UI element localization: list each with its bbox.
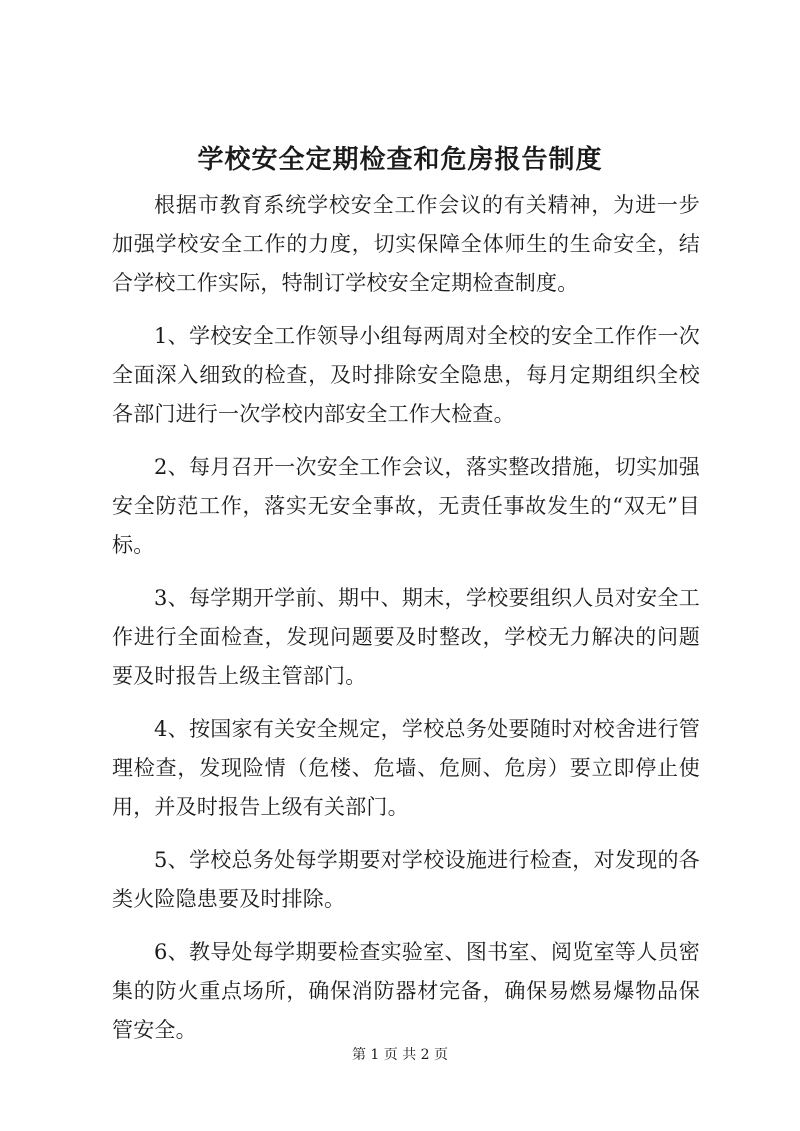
document-title: 学校安全定期检查和危房报告制度 [197,145,603,175]
paragraph-item-4: 4、按国家有关安全规定，学校总务处要随时对校舍进行管理检查，发现险情（危楼、危墙、危厕、危房）要立即停止使用，并及时报告上级有关部门。 [112,717,700,819]
paragraph-item-1: 1、学校安全工作领导小组每两周对全校的安全工作作一次全面深入细致的检查，及时排除安全隐患，每月定期组织全校各部门进行一次学校内部安全工作大检查。 [112,324,700,426]
paragraph-item-5: 5、学校总务处每学期要对学校设施进行检查，对发现的各类火险隐患要及时排除。 [112,848,700,911]
paragraph-item-6: 6、教导处每学期要检查实验室、图书室、阅览室等人员密集的防火重点场所，确保消防器材完备，确保易燃易爆物品保管安全。 [112,940,700,1042]
paragraph-item-2: 2、每月召开一次安全工作会议，落实整改措施，切实加强安全防范工作，落实无安全事故，无责任事故发生的“双无”目标。 [112,455,700,557]
page-footer: 第 1 页 共 2 页 [351,1047,449,1063]
document-body [112,186,700,1064]
paragraph-intro: 根据市教育系统学校安全工作会议的有关精神，为进一步加强学校安全工作的力度，切实保障全体师生的生命安全，结合学校工作实际，特制订学校安全定期检查制度。 [112,193,700,295]
paragraph-item-3: 3、每学期开学前、期中、期末，学校要组织人员对安全工作进行全面检查，发现问题要及时整改，学校无力解决的问题要及时报告上级主管部门。 [112,586,700,688]
